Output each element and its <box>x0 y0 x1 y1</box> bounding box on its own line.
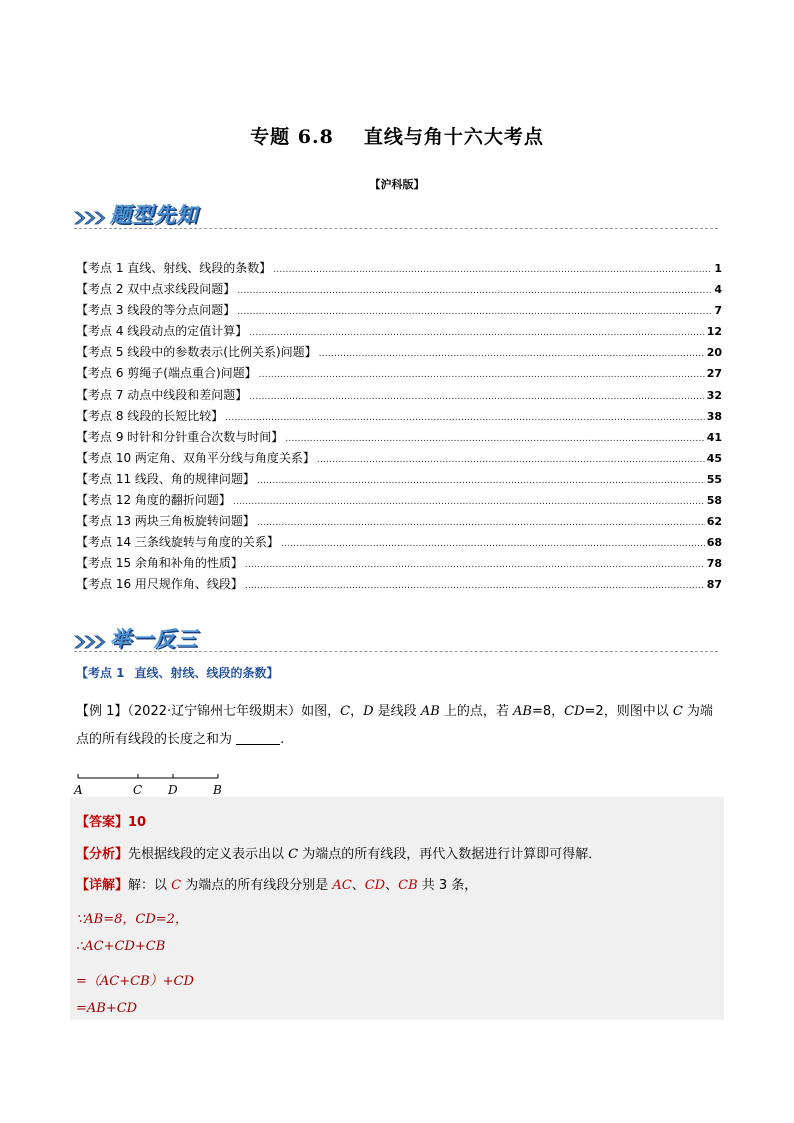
toc-entry-label: 【考点 7 动点中线段和差问题】 <box>76 387 248 402</box>
toc-entry[interactable] <box>76 342 722 363</box>
toc-entry-label: 【考点 13 两块三角板旋转问题】 <box>76 514 255 529</box>
toc-dot-leader <box>249 387 704 408</box>
segment-cd: CD <box>364 878 386 893</box>
toc-entry-label: 【考点 5 线段中的参数表示(比例关系)问题】 <box>76 345 317 360</box>
toc-entry-page: 4 <box>714 283 722 297</box>
label-c: C <box>133 783 143 797</box>
detail-line <box>76 874 477 893</box>
page-title <box>0 122 794 149</box>
question-text: ， <box>350 704 364 719</box>
toc-dot-leader <box>257 471 705 492</box>
question-text: 如图， <box>301 704 341 719</box>
toc-dot-leader <box>317 450 705 471</box>
toc-entry-label: 【考点 4 线段动点的定值计算】 <box>76 324 248 339</box>
toc-entry[interactable] <box>76 469 722 490</box>
section-tag: 【考点 1 <box>76 666 125 680</box>
toc-entry-label: 【考点 16 用尺规作角、线段】 <box>76 577 243 592</box>
segment-ab: AB <box>513 704 532 719</box>
title-text: 直线与角十六大考点 <box>363 126 544 148</box>
toc-dot-leader <box>245 555 705 576</box>
toc-entry[interactable] <box>76 321 722 342</box>
detail-text: 共 3 条， <box>417 878 478 893</box>
toc-entry-page: 32 <box>706 388 722 402</box>
toc-entry-label: 【考点 6 剪绳子(端点重合)问题】 <box>76 366 257 381</box>
toc-entry-page: 38 <box>706 409 722 423</box>
label-b: B <box>213 783 222 797</box>
toc-dot-leader <box>273 260 712 281</box>
label-d: D <box>168 783 178 797</box>
detail-text: 解：以 <box>128 878 172 893</box>
toc-entry-page: 7 <box>714 304 722 318</box>
toc-entry-label: 【考点 1 直线、射线、线段的条数】 <box>76 261 272 275</box>
toc-entry-page: 1 <box>714 262 722 275</box>
question-text: =8， <box>531 704 565 719</box>
toc-entry-label: 【考点 3 线段的等分点问题】 <box>76 303 236 318</box>
question-text: 是线段 <box>373 704 421 719</box>
toc-divider <box>74 228 718 229</box>
toc-entry[interactable] <box>76 385 722 406</box>
detail-text: 、 <box>385 878 399 893</box>
answer-blank <box>236 731 280 745</box>
segment-cb: CB <box>398 878 418 893</box>
toc-entry-label: 【考点 12 角度的翻折问题】 <box>76 493 231 508</box>
toc-entry-page: 45 <box>706 451 722 465</box>
example-source: （2022·辽宁锦州七年级期末） <box>127 704 302 719</box>
toc-entry-page: 12 <box>706 325 722 339</box>
toc-dot-leader <box>257 513 705 534</box>
example-question <box>76 698 722 754</box>
toc-entry-page: 20 <box>706 346 722 360</box>
detail-text: 、 <box>351 878 365 893</box>
toc-entry[interactable] <box>76 300 722 321</box>
toc-entry[interactable] <box>76 406 722 427</box>
toc-dot-leader <box>281 534 705 555</box>
triple-chevron-icon <box>74 208 108 228</box>
answer-value: 10 <box>128 815 147 830</box>
section-title: 直线、射线、线段的条数】 <box>134 666 279 680</box>
answer-line <box>76 811 146 830</box>
toc-entry[interactable] <box>76 427 722 448</box>
question-text: 为端点的所有线段的长度之和为 <box>76 704 713 747</box>
toc-dot-leader <box>237 281 712 302</box>
toc-entry-page: 87 <box>706 578 722 592</box>
step-1: ∵AB=8，CD=2， <box>76 912 188 927</box>
table-of-contents <box>76 258 722 596</box>
toc-entry-label: 【考点 10 两定角、双角平分线与角度关系】 <box>76 450 315 465</box>
answer-tag: 【答案】 <box>76 815 129 830</box>
example-tag: 【例 1】 <box>76 704 128 719</box>
question-text: =2，则图中以 <box>584 704 673 719</box>
section-heading <box>76 664 279 681</box>
segment-cd: CD <box>564 704 585 719</box>
practice-banner-text: 举一反三 <box>110 626 198 651</box>
toc-entry[interactable] <box>76 490 722 511</box>
toc-entry-page: 41 <box>706 430 722 444</box>
analysis-tag: 【分析】 <box>76 847 129 862</box>
question-text: 上的点，若 <box>439 704 514 719</box>
toc-entry[interactable] <box>76 553 722 574</box>
toc-banner-text: 题型先知 <box>110 202 198 227</box>
toc-entry[interactable] <box>76 532 722 553</box>
point-c: C <box>288 847 299 862</box>
toc-entry-page: 68 <box>706 536 722 550</box>
toc-entry-label: 【考点 8 线段的长短比较】 <box>76 408 224 423</box>
toc-entry[interactable] <box>76 511 722 532</box>
toc-dot-leader <box>319 344 705 365</box>
detail-text: 为端点的所有线段分别是 <box>181 878 333 893</box>
edition-label: 【沪科版】 <box>369 178 425 191</box>
title-number: 专题 6.8 <box>250 126 334 148</box>
toc-dot-leader <box>259 365 705 386</box>
toc-entry-page: 58 <box>706 494 722 508</box>
toc-entry-page: 78 <box>706 557 722 571</box>
toc-banner <box>74 198 198 228</box>
toc-entry[interactable] <box>76 363 722 384</box>
toc-entry-label: 【考点 2 双中点求线段问题】 <box>76 282 236 297</box>
step-3: =（AC+CB）+CD <box>76 974 194 989</box>
toc-entry-page: 27 <box>706 367 722 381</box>
point-d: D <box>363 704 374 719</box>
question-text: . <box>280 732 285 747</box>
triple-chevron-icon <box>74 632 108 652</box>
step-4: =AB+CD <box>76 1001 138 1016</box>
point-c: C <box>340 704 351 719</box>
toc-entry-label: 【考点 11 线段、角的规律问题】 <box>76 471 255 486</box>
point-c: C <box>672 704 683 719</box>
label-a: A <box>74 783 83 797</box>
analysis-line <box>76 843 601 862</box>
toc-entry[interactable] <box>76 258 722 279</box>
toc-entry-label: 【考点 9 时针和分针重合次数与时间】 <box>76 429 284 444</box>
segment-ac: AC <box>332 878 352 893</box>
toc-entry-label: 【考点 15 余角和补角的性质】 <box>76 556 243 571</box>
toc-dot-leader <box>249 323 704 344</box>
toc-entry-label: 【考点 14 三条线旋转与角度的关系】 <box>76 535 279 550</box>
answer-box <box>70 797 724 1020</box>
detail-tag: 【详解】 <box>76 878 129 893</box>
analysis-text: 为端点的所有线段，再代入数据进行计算即可得解． <box>298 847 602 862</box>
segment-ab: AB <box>420 704 440 719</box>
analysis-text: 先根据线段的定义表示出以 <box>128 847 289 862</box>
toc-entry[interactable] <box>76 279 722 300</box>
toc-dot-leader <box>285 429 704 450</box>
toc-entry[interactable] <box>76 574 722 595</box>
practice-banner <box>74 622 198 652</box>
toc-dot-leader <box>225 408 704 429</box>
toc-entry-page: 62 <box>706 515 722 529</box>
toc-dot-leader <box>245 576 705 597</box>
point-c: C <box>171 878 182 893</box>
practice-divider <box>74 651 718 652</box>
toc-entry[interactable] <box>76 448 722 469</box>
step-2: ∴AC+CD+CB <box>76 939 166 954</box>
toc-entry-page: 55 <box>706 472 722 486</box>
toc-dot-leader <box>237 302 712 323</box>
toc-dot-leader <box>233 492 705 513</box>
